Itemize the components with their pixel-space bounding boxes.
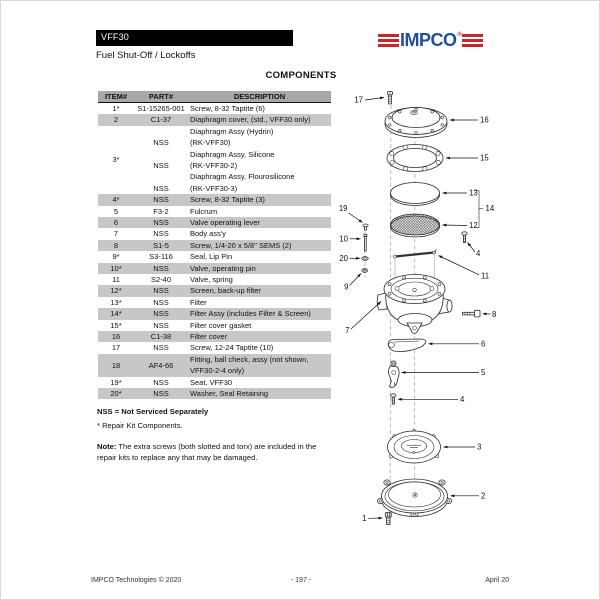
part-description: Diaphragm Assy (Hydrin) (RK-VFF30) Diaphragm Assy, Silicone (RK-VFF30-2) Diaphragm Assy, Flourosilicone (RK-VFF30-3) [190,126,295,193]
part-row-13 [98,297,331,308]
components-heading: COMPONENTS [265,70,337,81]
callout-4-lower: 4 [460,394,465,404]
screw-12-24-part [388,92,393,104]
part-row-12 [98,285,331,296]
part-description: Diaphragm cover, (std., VFF30 only) [188,114,331,125]
callout-14: 14 [485,204,495,213]
lip-seal-part [362,269,368,273]
part-number: S1-5 [134,240,188,251]
part-number: NSS [153,377,169,387]
part-description: Filter [190,297,207,307]
sems-screw-part [463,310,481,317]
model-header-bar [96,30,293,46]
diaphragm-cover-part [377,479,451,517]
part-row-20 [98,388,331,399]
registered-trademark-icon: ® [457,31,462,38]
part-description: Screw, 8-32 Taptite (3) [188,194,331,205]
part-number: NSS [153,343,169,353]
callout-10: 10 [339,234,348,244]
part-number: NSS [153,229,169,239]
item-number: 20* [98,388,134,399]
part-description: Screw, 12-24 Taptite (10) [190,343,274,353]
callout-7: 7 [345,326,350,335]
footer-copyright: IMPCO Technologies © 2020 [91,577,182,584]
item-number: 15* [110,320,122,330]
note-text: The extra screws (both slotted and torx) are included in the repair kits to replace any that may be damaged. [97,442,317,462]
fulcrum-part [389,361,400,387]
callout-11: 11 [481,271,490,281]
callout-12: 12 [469,221,478,230]
callout-6: 6 [481,339,486,349]
part-description: Washer, Seal Retaining [188,388,331,399]
leader-4-upper [468,243,476,253]
item-number: 4* [98,194,134,205]
taptite-screw-upper-part [462,232,468,243]
screws-note [97,441,335,463]
parts-table-body [98,103,331,400]
part-description: Body ass'y [190,229,227,239]
cover-gasket-part [387,145,443,172]
part-description: Screw, 8-32 Taptite (6) [190,104,265,113]
filter-cover-part [385,108,447,138]
part-number: S1-15265-001 [137,104,185,113]
item-number: 12* [98,285,134,296]
part-description: Seal, Lip Pin [190,252,233,262]
leader-9 [350,274,362,286]
part-number: NSS [134,388,188,399]
part-row-16 [98,331,331,342]
footer-date: April 20 [485,577,509,584]
part-row-17 [98,342,331,353]
part-row-15 [98,320,331,331]
item-number: 6 [98,217,134,228]
item-number: 18 [98,354,134,377]
operating-pin-part [364,234,367,251]
part-row-14 [98,308,331,319]
seal-washer-part [362,257,368,261]
model-title: VFF30 [101,32,130,42]
item-number: 2 [98,114,134,125]
column-header: ITEM# [98,91,134,103]
diaphragm-part [388,430,441,463]
part-number: C1-37 [134,114,188,125]
callout-5: 5 [481,368,486,377]
item-number: 14* [98,308,134,319]
part-number: NSS [153,297,169,307]
part-description: Screen, back-up filter [188,285,331,296]
leader-17 [365,98,384,101]
part-row-4 [98,194,331,205]
callout-15: 15 [480,153,489,163]
callout-19: 19 [338,204,348,213]
part-description: Filter Assy (includes Filter & Screen) [188,308,331,319]
leader-11 [439,256,480,275]
part-description: Valve operating lever [188,217,331,228]
backup-screen-part [391,214,440,237]
part-row-5 [98,206,331,217]
callout-8: 8 [492,309,497,319]
item-number: 17 [111,343,121,353]
part-description: Fitting, ball check, assy (not shown, VFF30-2-4 only) [188,354,331,377]
note-label: Note: [97,442,117,451]
part-row-10 [98,263,331,274]
item-number: 9* [112,252,120,262]
callout-4-upper: 4 [476,248,481,258]
page-subtitle: Fuel Shut-Off / Lockoffs [96,50,196,61]
callout-3: 3 [477,442,482,452]
item-number: 19* [110,377,122,387]
item-number: 16 [98,331,134,342]
part-description: Filter cover [188,331,331,342]
part-number: AF4-66 [134,354,188,377]
item-number: 7 [113,229,119,239]
part-number: F3-2 [153,206,169,216]
notes-block [97,407,335,430]
part-number: NSS [153,320,169,330]
item-number: 8 [98,240,134,251]
seat-part [363,224,368,230]
cover-screw-part [385,513,391,525]
nss-note: NSS = Not Serviced Separately [97,407,209,416]
part-number: NSS [134,263,188,274]
callout-1: 1 [362,513,367,523]
part-description: Filter cover gasket [190,320,252,330]
callout-2: 2 [481,491,486,501]
part-description: Screw, 1/4-20 x 5/8" SEMS (2) [188,240,331,251]
part-description: Seat, VFF30 [190,377,233,387]
part-number: NSS [134,308,188,319]
operating-lever-part [388,339,426,352]
part-row-7 [98,228,331,239]
item-number: 1* [112,104,120,113]
part-description: Fulcrum [190,206,218,216]
item-number: 3* [112,155,120,165]
footer-page-number: - 197 - [290,577,312,584]
filter-part [391,183,440,206]
part-row-9 [98,251,331,262]
taptite-screw-lower-part [391,394,396,404]
item-number: 10* [98,263,134,274]
part-row-2 [98,114,331,125]
callout-20: 20 [339,253,348,263]
callout-17: 17 [354,95,363,105]
leader-19 [349,213,363,223]
part-description: Valve, spring [190,275,233,284]
exploded-diagram [334,79,524,539]
callout-13: 13 [469,188,478,198]
item-number: 5 [113,206,119,216]
body-assembly-part [377,275,452,334]
item-number: 13* [110,297,122,307]
logo-right-stripes-icon [462,34,483,48]
part-number: NSS [134,194,188,205]
part-row-3 [98,126,331,194]
part-number: NSS [134,217,188,228]
part-number: S3-116 [149,252,173,262]
column-header: DESCRIPTION [188,91,331,103]
part-number: C1-38 [134,331,188,342]
part-row-6 [98,217,331,228]
part-row-1 [98,103,331,115]
callout-16: 16 [480,115,489,125]
parts-table [98,91,331,399]
part-description: Valve, operating pin [188,263,331,274]
part-row-18 [98,354,331,377]
parts-table-header-row [98,91,331,103]
logo-wordmark: IMPCO [400,30,457,51]
part-row-19 [98,377,331,388]
part-number: NSS NSS NSS [153,138,169,193]
item-number: 11 [112,275,120,284]
leader-7 [351,302,381,330]
logo-left-stripes-icon [378,34,399,48]
leader-12 [443,225,468,226]
part-number: S2-40 [150,275,171,284]
part-row-8 [98,240,331,251]
callout-9: 9 [344,282,349,292]
part-row-11 [98,274,331,285]
repair-kit-note: * Repair Kit Components. [97,420,183,430]
impco-logo [378,30,483,51]
part-number: NSS [134,285,188,296]
column-header: PART# [134,91,188,103]
